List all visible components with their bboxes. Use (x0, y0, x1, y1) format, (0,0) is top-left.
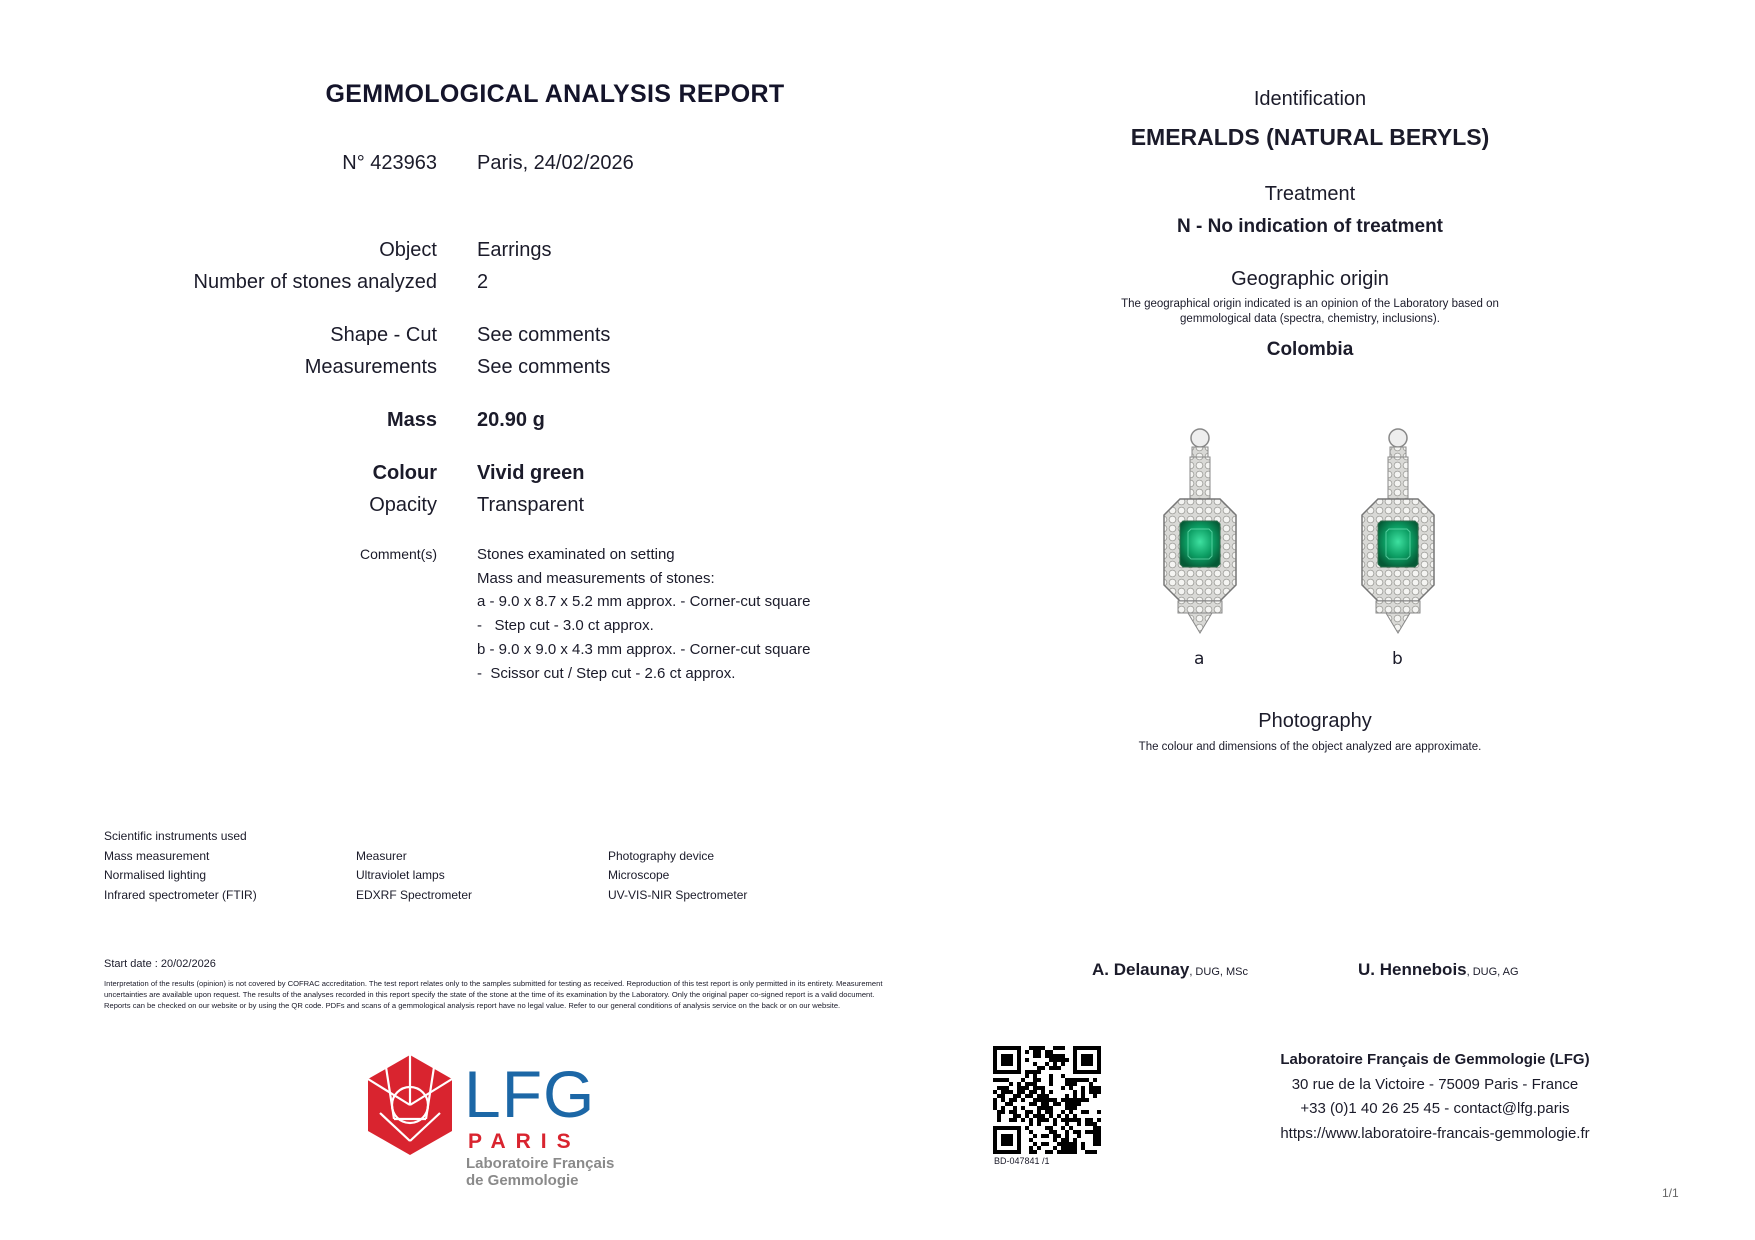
start-date: Start date : 20/02/2026 (104, 958, 216, 970)
instrument-item: Normalised lighting (104, 868, 207, 882)
field-label: Measurements (304, 356, 437, 378)
origin-note: The geographical origin indicated is an opinion of the Laboratory based on gemmological data (spectra, chemistry, inclusions). (1121, 298, 1499, 325)
field-value: Earrings (477, 239, 552, 261)
treatment-heading: Treatment (1264, 183, 1356, 205)
qr-code[interactable] (993, 1046, 1103, 1156)
signature-delaunay (1092, 960, 1248, 980)
logo-line1: Laboratoire Français (466, 1155, 615, 1172)
logo-letters: LFG (464, 1057, 596, 1131)
signer-title: , DUG, MSc (1189, 966, 1248, 978)
logo-city: PARIS (468, 1130, 581, 1153)
identification-value: EMERALDS (NATURAL BERYLS) (1130, 124, 1490, 150)
signature-hennebois (1358, 960, 1519, 980)
signer-name: A. Delaunay (1092, 960, 1190, 979)
instrument-item: Microscope (608, 868, 670, 882)
field-label: Number of stones analyzed (193, 271, 437, 293)
lab-website[interactable]: https://www.laboratoire-francais-gemmologie.fr (1280, 1124, 1590, 1142)
lab-street: 30 rue de la Victoire - 75009 Paris - France (1291, 1075, 1579, 1093)
instrument-item: Photography device (608, 849, 715, 863)
comment-line: a - 9.0 x 8.7 x 5.2 mm approx. - Corner-cut square (477, 593, 811, 610)
instrument-item: EDXRF Spectrometer (356, 888, 473, 902)
instrument-item: Mass measurement (104, 849, 210, 863)
report-place-date: Paris, 24/02/2026 (477, 152, 634, 174)
origin-heading: Geographic origin (1231, 268, 1389, 290)
instrument-item: UV-VIS-NIR Spectrometer (608, 888, 748, 902)
comment-line: Stones examinated on setting (477, 546, 675, 563)
earring-label-b: b (1392, 649, 1403, 669)
comment-line: Mass and measurements of stones: (477, 570, 715, 587)
origin-value: Colombia (1266, 339, 1354, 360)
signer-title: , DUG, AG (1466, 966, 1519, 978)
photography-note: The colour and dimensions of the object analyzed are approximate. (1138, 741, 1482, 753)
comment-line: - Scissor cut / Step cut - 2.6 ct approx. (477, 665, 736, 682)
comment-line: b - 9.0 x 9.0 x 4.3 mm approx. - Corner-cut square (477, 641, 811, 658)
field-label: Shape - Cut (330, 324, 437, 346)
field-value: Vivid green (477, 462, 585, 484)
treatment-value: N - No indication of treatment (1177, 216, 1443, 237)
comments-label: Comment(s) (359, 546, 437, 562)
lab-address (1210, 1048, 1660, 1146)
lfg-hexagon-icon (364, 1053, 456, 1158)
lab-contact: +33 (0)1 40 26 25 45 - contact@lfg.paris (1300, 1100, 1570, 1117)
field-label: Object (379, 239, 437, 261)
instrument-item: Infrared spectrometer (FTIR) (104, 888, 257, 902)
qr-code-id: BD-047841 /1 (994, 1156, 1050, 1166)
field-label: Mass (386, 409, 437, 431)
lfg-logo (360, 1053, 640, 1193)
photography-heading: Photography (1258, 710, 1372, 732)
earrings-photo (1150, 425, 1470, 650)
disclaimer: Interpretation of the results (opinion) is not covered by COFRAC accreditation. The test report relates only to the samples submitted for testing as received. Reproduction of this test report is only permitted in its entirety. Measurement uncertainties are available upon request. The results of the analyses recorded in this report specify the state of the stone at the time of its examination by the Laboratory. Only the original paper co-signed report is a valid document. Reports can be checked on our website or by using the QR code. PDFs and scans of a gemmological analysis report have no legal value. Refer to our general conditions of analysis service on the back or on our website. (104, 979, 883, 1010)
page-number: 1/1 (1662, 1186, 1679, 1200)
instruments-title: Scientific instruments used (104, 829, 247, 843)
report-title: GEMMOLOGICAL ANALYSIS REPORT (325, 80, 785, 108)
field-value: 2 (477, 271, 489, 293)
field-label: Colour (372, 462, 437, 484)
instrument-item: Ultraviolet lamps (356, 868, 445, 882)
lab-name: Laboratoire Français de Gemmologie (LFG) (1280, 1051, 1590, 1068)
report-number: N° 423963 (342, 152, 437, 174)
comment-line: - Step cut - 3.0 ct approx. (477, 617, 654, 634)
identification-heading: Identification (1253, 88, 1367, 110)
field-value: 20.90 g (477, 409, 545, 431)
field-label: Opacity (369, 494, 437, 516)
instrument-item: Measurer (356, 849, 407, 863)
earring-label-a: a (1194, 649, 1205, 669)
signer-name: U. Hennebois (1358, 960, 1467, 979)
logo-line2: de Gemmologie (466, 1172, 579, 1189)
earring-b (1362, 429, 1434, 633)
field-value: See comments (477, 356, 611, 378)
field-value: Transparent (477, 494, 585, 516)
earring-a (1164, 429, 1236, 633)
field-value: See comments (477, 324, 611, 346)
